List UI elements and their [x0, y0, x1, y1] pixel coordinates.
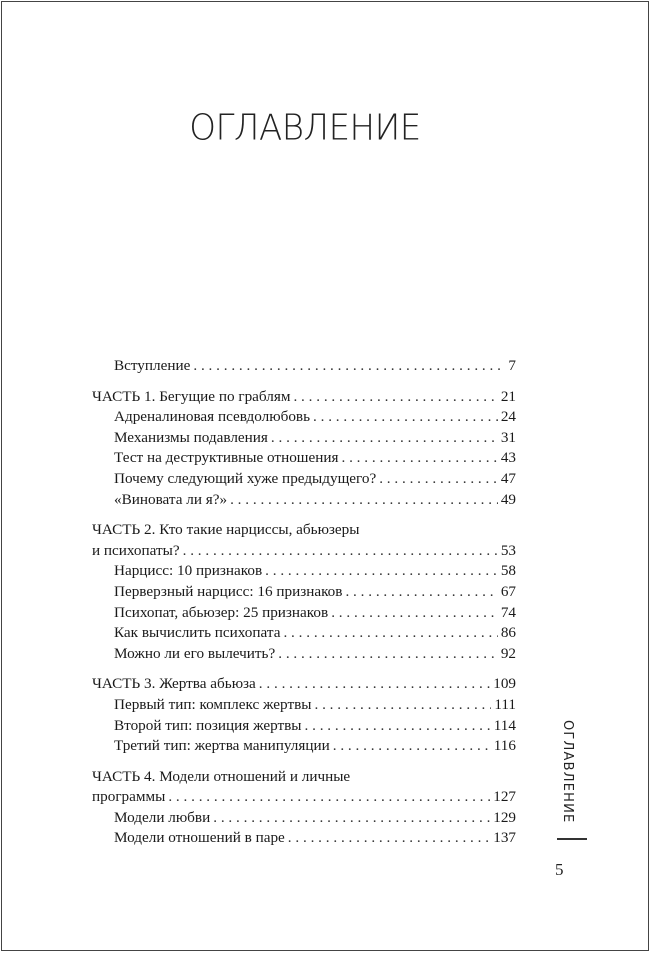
toc-part-page: 21 [500, 387, 516, 405]
toc-leader-dots [341, 448, 497, 469]
toc-entry-page: 49 [500, 490, 516, 508]
toc-part-1[interactable] [92, 387, 516, 408]
toc-entry-label: Третий тип: жертва манипуляции [114, 737, 330, 755]
toc-leader-dots [213, 808, 490, 829]
toc-entry-page: 7 [508, 357, 516, 374]
toc-entry-page: 47 [500, 469, 516, 487]
toc-entry[interactable] [92, 561, 516, 582]
toc-part-label: ЧАСТЬ 2. Кто такие нарциссы, абьюзеры [92, 521, 360, 539]
toc-entry[interactable] [92, 695, 516, 716]
page-title: ОГЛАВЛЕНИЕ [189, 107, 421, 149]
page-number: 5 [555, 860, 564, 879]
toc-entry-label: Первый тип: комплекс жертвы [114, 695, 312, 713]
toc-entry-label: Модели отношений в паре [114, 829, 285, 847]
toc-entry[interactable] [92, 407, 516, 428]
toc-leader-dots [265, 561, 498, 582]
toc-entry-page: 58 [500, 562, 516, 580]
toc-entry-label: «Виновата ли я?» [114, 490, 228, 508]
toc-entry-page: 86 [500, 624, 516, 642]
toc-leader-dots [379, 469, 498, 490]
toc-entry-page: 116 [493, 737, 516, 755]
toc-entry[interactable] [92, 716, 516, 737]
toc-entry-page: 43 [500, 449, 516, 467]
toc-part-label: ЧАСТЬ 4. Модели отношений и личные [92, 767, 351, 785]
toc-entry-page: 31 [500, 428, 516, 446]
toc-entry[interactable] [92, 808, 516, 829]
toc-entry-label: Психопат, абьюзер: 25 признаков [114, 603, 329, 621]
toc-part-2-line-2[interactable] [92, 541, 516, 562]
toc-entry[interactable] [92, 828, 516, 849]
toc-leader-dots [271, 428, 498, 449]
toc-entry-label: Перверзный нарцисс: 16 признаков [114, 582, 343, 600]
toc-entry-page: 24 [500, 408, 516, 426]
toc-leader-dots [313, 407, 498, 428]
toc-entry-label: Можно ли его вылечить? [114, 644, 276, 662]
toc-entry[interactable] [92, 428, 516, 449]
toc-entry[interactable] [92, 490, 516, 511]
toc-leader-dots [278, 644, 498, 665]
toc-entry-page: 92 [500, 644, 516, 662]
toc-part-page: 53 [500, 541, 516, 559]
toc-leader-dots [331, 603, 498, 624]
toc-part-2-line-1[interactable] [92, 520, 516, 541]
toc-entry-page: 74 [500, 603, 516, 621]
table-of-contents [92, 356, 516, 849]
toc-entry-label: Адреналиновая псевдолюбовь [114, 408, 311, 426]
toc-entry[interactable] [92, 448, 516, 469]
toc-entry[interactable] [92, 469, 516, 490]
toc-leader-dots [183, 541, 498, 562]
toc-entry-label: Механизмы подавления [114, 428, 268, 446]
toc-leader-dots [345, 582, 497, 603]
toc-leader-dots [259, 674, 490, 695]
toc-entry-page: 111 [494, 695, 516, 713]
toc-entry[interactable] [92, 736, 516, 757]
toc-entry-label: Почему следующий хуже предыдущего? [114, 469, 377, 487]
toc-entry-label: Модели любви [114, 808, 211, 826]
toc-part-label: ЧАСТЬ 1. Бегущие по граблям [92, 387, 291, 405]
toc-entry[interactable] [92, 603, 516, 624]
toc-leader-dots [293, 387, 497, 408]
toc-entry-page: 129 [493, 808, 516, 826]
toc-entry-label: Нарцисс: 10 признаков [114, 562, 263, 580]
toc-part-4-line-2[interactable] [92, 787, 516, 808]
toc-entry-page: 67 [500, 582, 516, 600]
toc-entry-intro[interactable] [92, 356, 516, 377]
toc-leader-dots [230, 490, 498, 511]
toc-entry-label: Второй тип: позиция жертвы [114, 716, 302, 734]
toc-leader-dots [168, 787, 490, 808]
toc-entry[interactable] [92, 582, 516, 603]
toc-part-3[interactable] [92, 674, 516, 695]
toc-leader-dots [305, 716, 491, 737]
toc-leader-dots [193, 356, 505, 377]
toc-entry-label: Как вычислить психопата [114, 624, 281, 642]
toc-leader-dots [314, 695, 491, 716]
toc-leader-dots [283, 623, 497, 644]
running-head: ОГЛАВЛЕНИЕ [560, 720, 575, 824]
toc-part-4-line-1[interactable] [92, 767, 516, 788]
toc-entry[interactable] [92, 644, 516, 665]
toc-entry-label: Тест на деструктивные отношения [114, 449, 339, 467]
toc-part-label: ЧАСТЬ 3. Жертва абьюза [92, 675, 256, 693]
toc-part-page: 109 [493, 675, 516, 693]
running-head-rule [557, 838, 587, 840]
toc-entry-label: Вступление [114, 357, 191, 374]
toc-entry[interactable] [92, 623, 516, 644]
toc-part-label-continued: программы [92, 788, 166, 806]
toc-entry-page: 114 [493, 716, 516, 734]
toc-part-page: 127 [493, 788, 516, 806]
toc-leader-dots [333, 736, 491, 757]
toc-leader-dots [288, 828, 490, 849]
toc-entry-page: 137 [493, 829, 516, 847]
toc-part-label-continued: и психопаты? [92, 541, 180, 559]
